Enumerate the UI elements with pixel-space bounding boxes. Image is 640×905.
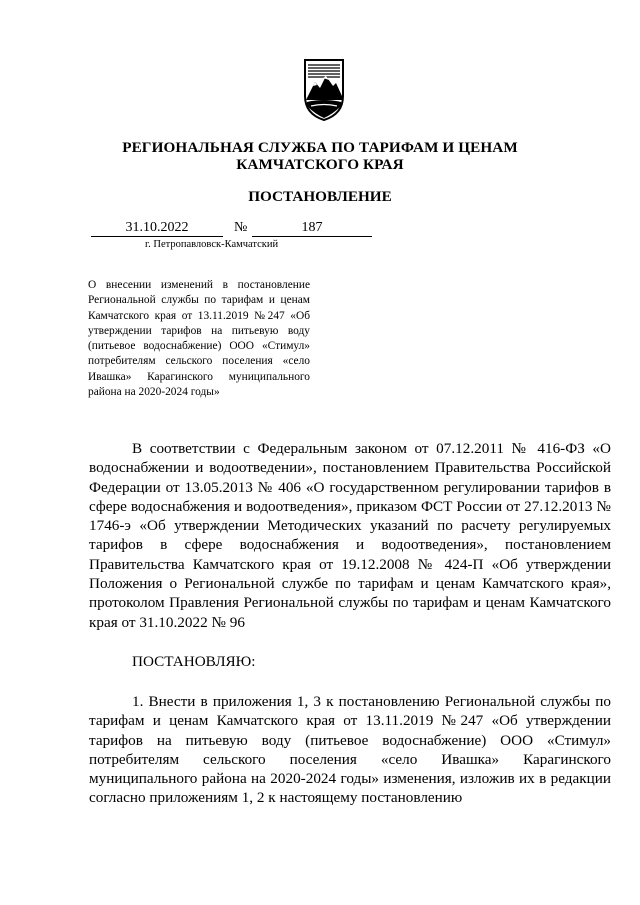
city-name: г. Петропавловск-Камчатский	[145, 239, 279, 250]
resolve-word-block	[89, 652, 611, 671]
document-subject: О внесении изменений в постановление Региональной службы по тарифам и ценам Камчатского края от 13.11.2019 №247 «Об утверждении тарифов на питьевую воду (питьевое водоснабжение) ООО «Стимул» потребителям сельского поселения «село Ивашка» Карагинского муниципального района на 2020-2024 годы»	[88, 279, 310, 399]
document-type-heading: ПОСТАНОВЛЕНИЕ	[248, 188, 392, 205]
resolution-items	[89, 692, 611, 808]
resolution-item-1: 1. Внести в приложения 1, 3 к постановлению Региональной службы по тарифам и ценам Камчатского края от 13.11.2019 №247 «Об утверждении тарифов на питьевую воду (питьевое водоснабжение) ООО «Стимул» потребителям сельского поселения «село Ивашка» Карагинского муниципального района на 2020-2024 годы» изменения, изложив их в редакции согласно приложениям 1, 2 к настоящему постановлению	[89, 693, 611, 807]
document-date: 31.10.2022	[91, 220, 223, 237]
resolve-word: ПОСТАНОВЛЯЮ:	[132, 653, 256, 670]
kamchatka-coat-of-arms-icon	[303, 56, 345, 122]
organization-name-line1: РЕГИОНАЛЬНАЯ СЛУЖБА ПО ТАРИФАМ И ЦЕНАМ	[122, 139, 518, 156]
document-body	[89, 439, 611, 632]
document-number: 187	[252, 220, 372, 237]
organization-name-line2: КАМЧАТСКОГО КРАЯ	[236, 156, 404, 173]
number-sign: №	[234, 220, 248, 235]
preamble-paragraph: В соответствии с Федеральным законом от 07.12.2011 № 416-ФЗ «О водоснабжении и водоотведении», постановлением Правительства Российской Федерации от 13.05.2013 № 406 «О государственном регулировании тарифов в сфере водоснабжения и водоотведения», приказом ФСТ России от 27.12.2013 № 1746-э «Об утверждении Методических указаний по расчету регулируемых тарифов в сфере водоснабжения и водоотведения», постановлением Правительства Камчатского края от 19.12.2008 № 424-П «Об утверждении Положения о Региональной службе по тарифам и ценам Камчатского края», протоколом Правления Региональной службы по тарифам и ценам Камчатского края от 31.10.2022 № 96	[89, 440, 611, 631]
